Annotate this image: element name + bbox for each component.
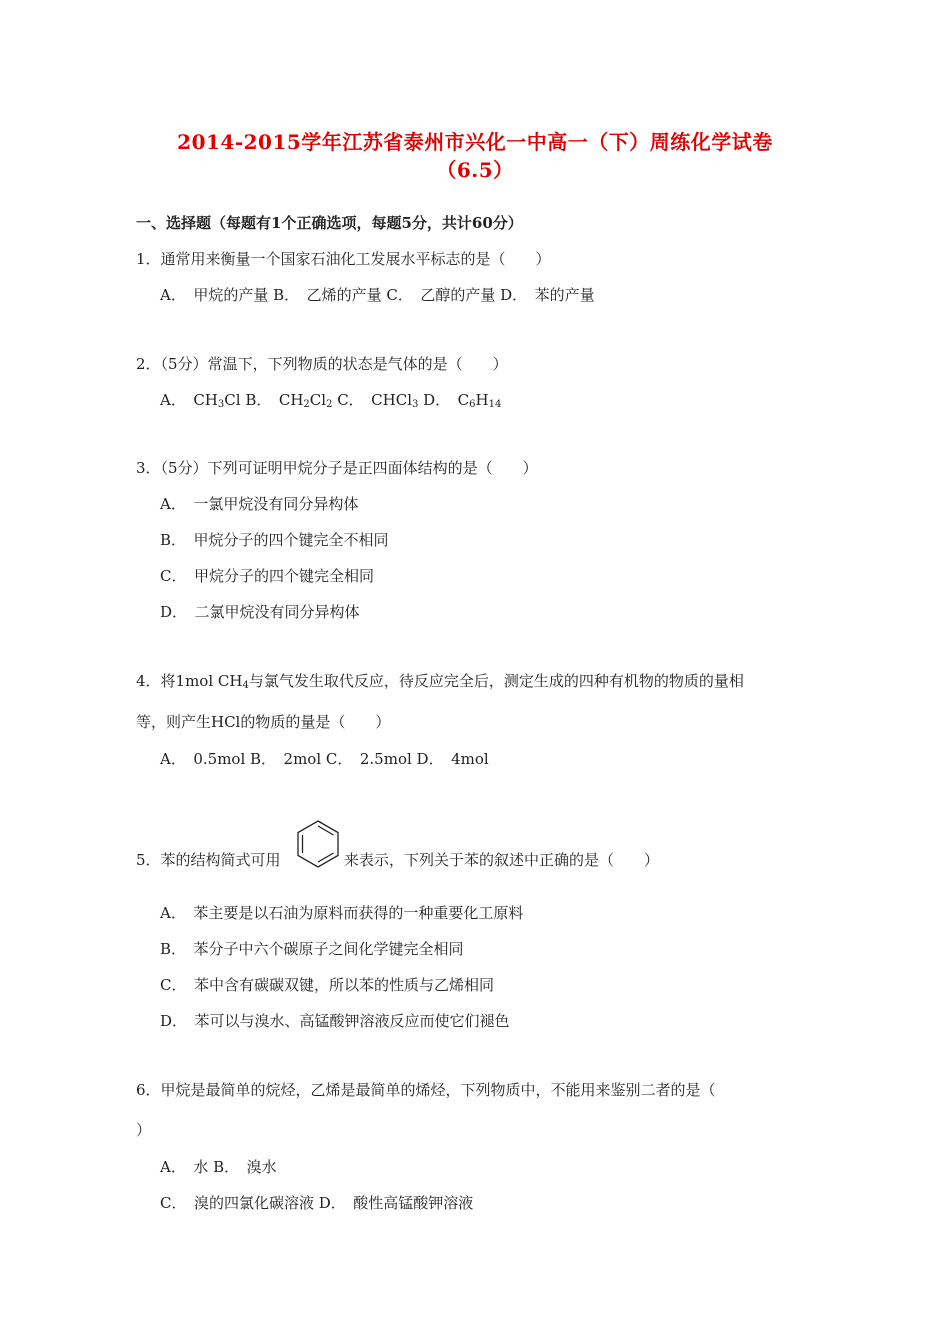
question-5-stem-post: 来表示，下列关于苯的叙述中正确的是（ ） xyxy=(344,851,660,869)
question-4-stem-line2: 等，则产生HCl的物质的量是（ ） xyxy=(136,713,391,731)
document-title-line1: 2014-2015学年江苏省泰州市兴化一中高一（下）周练化学试卷 xyxy=(177,130,773,154)
question-3-option-a: A． 一氯甲烷没有同分异构体 xyxy=(160,495,359,513)
question-2-options: A． $CH_3Cl$ B． $CH_2Cl_2$ C． CHCl$_3$ D． $C_6H_{14}$ xyxy=(160,391,502,410)
question-5-stem-pre: 5．苯的结构简式可用 xyxy=(136,851,281,869)
question-3-option-c: C． 甲烷分子的四个键完全相同 xyxy=(160,567,374,585)
question-6-options-cd: C． 溴的四氯化碳溶液 D． 酸性高锰酸钾溶液 xyxy=(160,1194,474,1212)
question-1-stem: 1．通常用来衡量一个国家石油化工发展水平标志的是（ ） xyxy=(136,250,551,268)
section-heading: 一、选择题（每题有1个正确选项，每题5分，共计60分） xyxy=(136,214,523,232)
question-2-stem: 2．（5分）常温下，下列物质的状态是气体的是（ ） xyxy=(136,355,508,373)
question-3-option-d: D． 二氯甲烷没有同分异构体 xyxy=(160,603,360,621)
question-6-options-ab: A． 水 B． 溴水 xyxy=(160,1158,277,1176)
question-6-stem-line2: ） xyxy=(136,1121,152,1139)
document-title-line2: （6.5） xyxy=(436,158,514,182)
question-5-option-b: B． 苯分子中六个碳原子之间化学键完全相同 xyxy=(160,940,464,958)
question-5-option-c: C． 苯中含有碳碳双键，所以苯的性质与乙烯相同 xyxy=(160,976,494,994)
question-1-options: A． 甲烷的产量 B． 乙烯的产量 C． 乙醇的产量 D． 苯的产量 xyxy=(160,286,595,304)
question-6-stem-line1: 6．甲烷是最简单的烷烃，乙烯是最简单的烯烃，下列物质中，不能用来鉴别二者的是（ xyxy=(136,1081,716,1099)
question-4-stem-line1: 4．将1mol $CH_4$与氯气发生取代反应，待反应完全后，测定生成的四种有机物的物质的量相 xyxy=(136,672,744,691)
question-5-option-d: D． 苯可以与溴水、高锰酸钾溶液反应而使它们褪色 xyxy=(160,1012,510,1030)
benzene-structure-icon xyxy=(292,818,344,870)
question-4-options: A． 0.5mol B． 2mol C． 2.5mol D． 4mol xyxy=(160,750,489,768)
question-3-option-b: B． 甲烷分子的四个键完全不相同 xyxy=(160,531,389,549)
question-5-option-a: A． 苯主要是以石油为原料而获得的一种重要化工原料 xyxy=(160,904,524,922)
question-3-stem: 3．（5分）下列可证明甲烷分子是正四面体结构的是（ ） xyxy=(136,459,538,477)
